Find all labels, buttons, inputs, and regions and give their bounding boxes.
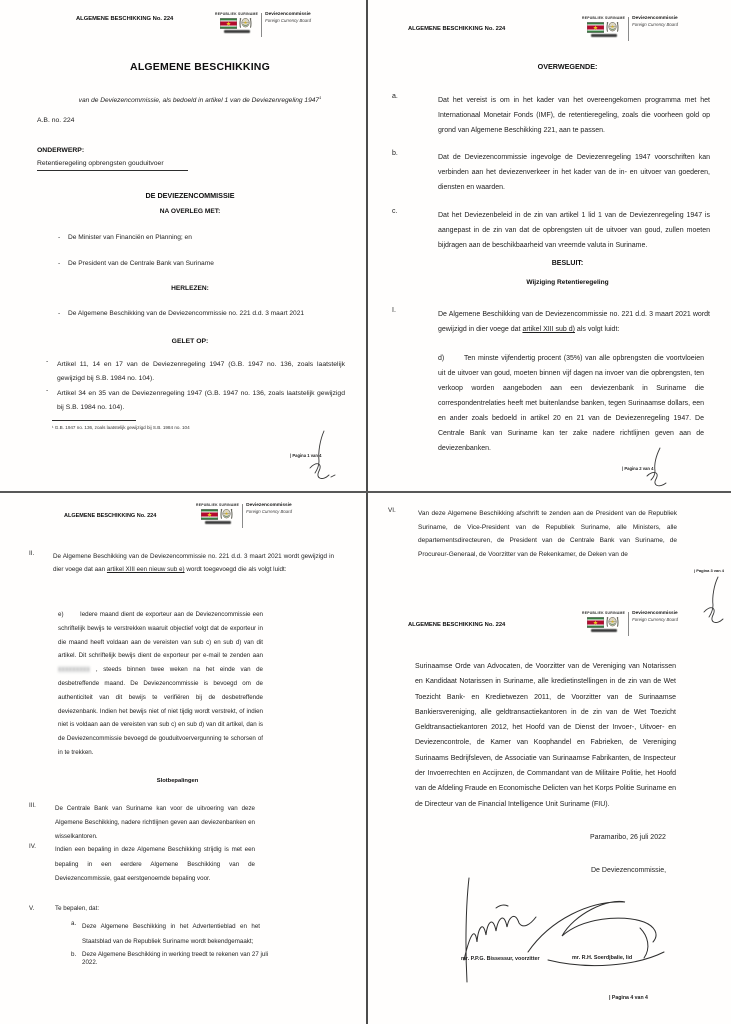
suriname-flag-icon xyxy=(220,18,237,29)
page1-gelet-heading: GELET OP: xyxy=(171,338,209,345)
logo-country-label: REPUBLIEK SURINAME xyxy=(582,16,626,20)
sub-e-text: Iedere maand dient de exporteur aan de Deviezencommissie een schriftelijk bewijs te verstrekken waaruit objectief volgt dat de exporteur in die maand heeft voldaan aan de vereisten van sub c) en sub d) van dit artikel. Dit schriftelijk bewijs dient de exporteur per e-mail te zenden aan xyxy=(58,611,263,660)
item-I-underlined-ref: artikel XIII sub d) xyxy=(522,326,575,333)
logo-org-name-en: Foreign Currency Board xyxy=(632,617,678,622)
logo-org-name: Deviezencommissie xyxy=(265,12,311,17)
logo-country-label: REPUBLIEK SURINAME xyxy=(196,503,240,507)
suriname-flag-icon xyxy=(201,509,218,520)
page2-item-I xyxy=(438,307,710,337)
page1-header-title: ALGEMENE BESCHIKKING No. 224 xyxy=(76,16,174,22)
item-label-I: I. xyxy=(392,307,396,314)
page4-body: Surinaamse Orde van Advocaten, de Voorzitter van de Vereniging van Notarissen en Kandidaat Notarissen in Suriname, alle kredietinstellingen in de zin van de Wet Toezicht Bank- en Kredietwezen 2011, de Voorzitter van de Surinaamse Bankiersvereniging, alle geldtransactiekantoren in de zin van de Wet Toezicht Geldtransactiekantoren 2012, het Hoofd van de Dienst der Invoer-, Uitvoer- en Deviezencontrole, de Kamer van Koophandel en Fabrieken, de Vereniging Surinaams Bedrijfsleven, de Associatie van Surinaamse Fabrikanten, de Inspecteur der Invoerrechten en Accijnzen, de Commandant van de Militaire Politie, het Hoofd van de Afdeling Fraude en Economische Delicten van het Korps Politie Suriname en de Directeur van de Financial Intelligence Unit Suriname (FIU). xyxy=(415,663,676,808)
page1-subject-value: Retentieregeling opbrengsten gouduitvoer xyxy=(37,160,188,171)
sub-d-label: d) xyxy=(438,355,445,362)
page3-item-VI: Van deze Algemene Beschikking afschrift te zenden aan de President van de Republiek Suriname, de Vice-President van de Republiek Suriname, alle Ministers, alle departementsdirecteuren, de President van de Centrale Bank van Suriname, de Procureur-Generaal, de Voorzitter van de Rekenkamer, de Deken van de xyxy=(418,510,677,559)
logo-org-name: Deviezencommissie xyxy=(632,611,678,616)
page1-initials-signature xyxy=(300,428,340,488)
bullet-dash: - xyxy=(46,358,49,365)
page3-slot-heading: Slotbepalingen xyxy=(156,778,199,784)
item-label-III: III. xyxy=(29,802,36,809)
page3-item-II xyxy=(53,550,334,577)
page3-item-III: De Centrale Bank van Suriname kan voor de uitvoering van deze Algemene Beschikking, nadere richtlijnen geven aan deviezenbanken en wisselkantoren. xyxy=(55,805,255,840)
item-label-c: c. xyxy=(392,208,398,215)
item-II-text-after: wordt toegevoegd die als volgt luidt: xyxy=(184,566,287,574)
logo-motto-banner xyxy=(205,521,231,524)
logo-org-name-en: Foreign Currency Board xyxy=(632,22,678,27)
sub-d-text: Ten minste vijfendertig procent (35%) van alle opbrengsten die voortvloeien uit de uitvoer van goud, moeten binnen vijf dagen na invoer van die opbrengsten, ten verkoop worden aangeboden aan een deviezenbank in Suriname die correspondentrelaties heeft met buitenlandse banken, tegen Surinaamse dollars, een en ander zoals bedoeld in artikel 20 en 21 van de Deviezenregeling 1947. De Centrale Bank van Suriname kan ter zake nadere richtlijnen geven aan de deviezenbanken. xyxy=(438,355,704,452)
scan-grid-horizontal-divider xyxy=(0,491,731,493)
coat-of-arms-icon xyxy=(219,508,234,520)
page3-sub-e xyxy=(58,608,263,760)
suriname-flag-icon xyxy=(587,22,604,33)
page2-item-c: Dat het Deviezenbeleid in de zin van artikel 1 lid 1 van de Deviezenregeling 1947 is aangepast in de zin van dat de opbrengsten uit de uitvoer van goud, zullen moeten bijdragen aan de beschikbaarheid van vreemde valuta in Suriname. xyxy=(438,212,710,249)
logo-org-name: Deviezencommissie xyxy=(632,16,678,21)
item-label-II: II. xyxy=(29,550,35,557)
item-label-a: a. xyxy=(392,93,398,100)
page4-signoff: De Deviezencommissie, xyxy=(591,867,667,874)
page2-besluit-heading: BESLUIT: xyxy=(551,260,584,267)
item-II-underlined-ref: artikel XIII een nieuw sub e) xyxy=(106,566,185,574)
logo-country-label: REPUBLIEK SURINAME xyxy=(582,611,626,615)
footnote-rule xyxy=(52,420,136,421)
page3-item-V-intro: Te bepalen, dat: xyxy=(55,905,100,912)
page3-initials-signature xyxy=(698,575,731,629)
logo-org-name: Deviezencommissie xyxy=(246,503,292,508)
page1-gelet-item: Artikel 11, 14 en 17 van de Deviezenregeling 1947 (G.B. 1947 no. 136, zoals laatstelijk gewijzigd bij S.B. 1984 no. 104). xyxy=(57,361,345,383)
item-label-Vb: b. xyxy=(71,951,77,958)
page2-footer: | Pagina 2 van 4 xyxy=(622,466,654,471)
coat-of-arms-icon xyxy=(605,616,620,628)
page1-footer: | Pagina 1 van 4 xyxy=(290,453,322,458)
page1-title: ALGEMENE BESCHIKKING xyxy=(130,61,270,73)
item-II-text: De Algemene Beschikking van de Deviezencommissie no. 221 d.d. 3 maart 2021 wordt gewijzigd in dier voege dat aan xyxy=(53,553,334,574)
logo-org-name-en: Foreign Currency Board xyxy=(246,509,292,514)
suriname-flag-icon xyxy=(587,617,604,628)
page4-signer1-name: mr. P.P.G. Bissessur, voorzitter xyxy=(461,956,540,962)
logo-divider xyxy=(242,504,243,528)
item-label-IV: IV. xyxy=(29,843,36,850)
page3-item-V-sub-b: Deze Algemene Beschikking in werking treedt te rekenen van 27 juli 2022. xyxy=(82,951,269,966)
logo-org-name-en: Foreign Currency Board xyxy=(265,18,311,23)
page3-item-V-sub-a: Deze Algemene Beschikking in het Advertentieblad en het Staatsblad van de Republiek Suriname wordt bekendgemaakt; xyxy=(82,923,260,945)
member-signature xyxy=(520,892,672,980)
coat-of-arms-icon xyxy=(605,21,620,33)
logo-motto-banner xyxy=(224,30,250,33)
page1-subject-label: ONDERWERP: xyxy=(37,147,85,154)
page2-item-b: Dat de Deviezencommissie ingevolge de Deviezenregeling 1947 voorschriften kan verbinden aan het deviezenverkeer in het kader van de in- en uitvoer van goederen, diensten en waarden. xyxy=(438,154,710,191)
logo-divider xyxy=(628,612,629,636)
page4-place-date: Paramaribo, 26 juli 2022 xyxy=(590,834,666,841)
page1-overleg-item: De Minister van Financiën en Planning; en xyxy=(68,234,192,241)
page2-item-a: Dat het vereist is om in het kader van het overeengekomen programma met het Internationaal Monetair Fonds (IMF), de retentieregeling, zoals die voorheen gold op grond van Algemene Beschikking 221, aan te passen. xyxy=(438,97,710,134)
page1-subtitle-text: van de Deviezencommissie, als bedoeld in artikel 1 van de Deviezenregeling 1947 xyxy=(78,97,320,105)
page1-subtitle xyxy=(25,95,375,105)
footnote-ref: 1 xyxy=(319,95,322,100)
page4-logo xyxy=(582,611,678,636)
page1-overleg-item: De President van de Centrale Bank van Suriname xyxy=(68,260,214,267)
item-label-VI: VI. xyxy=(388,507,396,514)
page2-logo xyxy=(582,16,678,41)
bullet-dash: - xyxy=(58,310,61,317)
page4-footer: | Pagina 4 van 4 xyxy=(609,995,648,1001)
page2-initials-signature xyxy=(638,446,676,490)
sub-e-text-after: , steeds binnen twee weken na het einde van de desbetreffende maand. De Deviezencommissie is bevoegd om de authenticiteit van dit bewijs te verifiëren bij de desbetreffende deviezenbank. Indien het bewijs niet of niet tijdig wordt verstrekt, of indien niet is voldaan aan de vereisten van sub c) en sub d) van dit artikel, dan is de Deviezencommissie bevoegd de gouduitvoervergunning te schorsen of in te trekken. xyxy=(58,666,263,756)
page1-ab-number: A.B. no. 224 xyxy=(37,117,75,124)
page1-overleg-heading: NA OVERLEG MET: xyxy=(159,208,221,215)
page1-gelet-item: Artikel 34 en 35 van de Deviezenregeling 1947 (G.B. 1947 no. 136, zoals laatstelijk gewijzigd bij S.B. 1984 no. 104). xyxy=(57,390,345,412)
item-label-V: V. xyxy=(29,905,35,912)
page2-sub-d xyxy=(438,351,704,456)
bullet-dash: - xyxy=(58,260,61,267)
page3-header-title: ALGEMENE BESCHIKKING No. 224 xyxy=(64,513,157,519)
page1-herlezen-item: De Algemene Beschikking van de Deviezencommissie no. 221 d.d. 3 maart 2021 xyxy=(68,310,305,317)
page2-header-title: ALGEMENE BESCHIKKING No. 224 xyxy=(408,26,506,32)
page1-commission-heading: DE DEVIEZENCOMMISSIE xyxy=(145,191,235,200)
page1-logo xyxy=(215,12,311,37)
page3-item-IV: Indien een bepaling in deze Algemene Beschikking strijdig is met een bepaling in een eerdere Algemene Beschikking van de Deviezencommissie, gaat eerstgenoemde bepaling voor. xyxy=(55,846,255,882)
item-I-text-after: als volgt luidt: xyxy=(574,326,620,333)
logo-motto-banner xyxy=(591,629,617,632)
logo-motto-banner xyxy=(591,34,617,37)
page1-footnote: ¹ G.B. 1947 no. 136, zoals laatstelijk gewijzigd bij S.B. 1984 no. 104 xyxy=(52,425,190,430)
scan-grid-vertical-divider xyxy=(366,0,368,1024)
page3-footer: | Pagina 3 van 4 xyxy=(694,568,725,573)
sub-e-label: e) xyxy=(58,611,64,618)
item-I-text: De Algemene Beschikking van de Deviezencommissie no. 221 d.d. 3 maart 2021 wordt gewijzigd in dier voege dat xyxy=(438,311,710,333)
logo-country-label: REPUBLIEK SURINAME xyxy=(215,12,259,16)
logo-divider xyxy=(628,17,629,41)
item-label-b: b. xyxy=(392,150,398,157)
page2-besluit-subheading: Wijziging Retentieregeling xyxy=(526,279,609,286)
bullet-dash: - xyxy=(46,387,49,394)
page2-overwegende-heading: OVERWEGENDE: xyxy=(537,62,598,71)
logo-divider xyxy=(261,13,262,37)
page4-header-title: ALGEMENE BESCHIKKING No. 224 xyxy=(408,622,506,628)
item-label-Va: a. xyxy=(71,920,77,927)
coat-of-arms-icon xyxy=(238,17,253,29)
page4-signer2-name: mr. R.H. Soerdjbalie, lid xyxy=(572,955,633,961)
bullet-dash: - xyxy=(58,234,61,241)
page1-herlezen-heading: HERLEZEN: xyxy=(171,285,209,292)
redacted-email: xxxxxxxxx xyxy=(58,666,91,674)
page3-logo xyxy=(196,503,292,528)
